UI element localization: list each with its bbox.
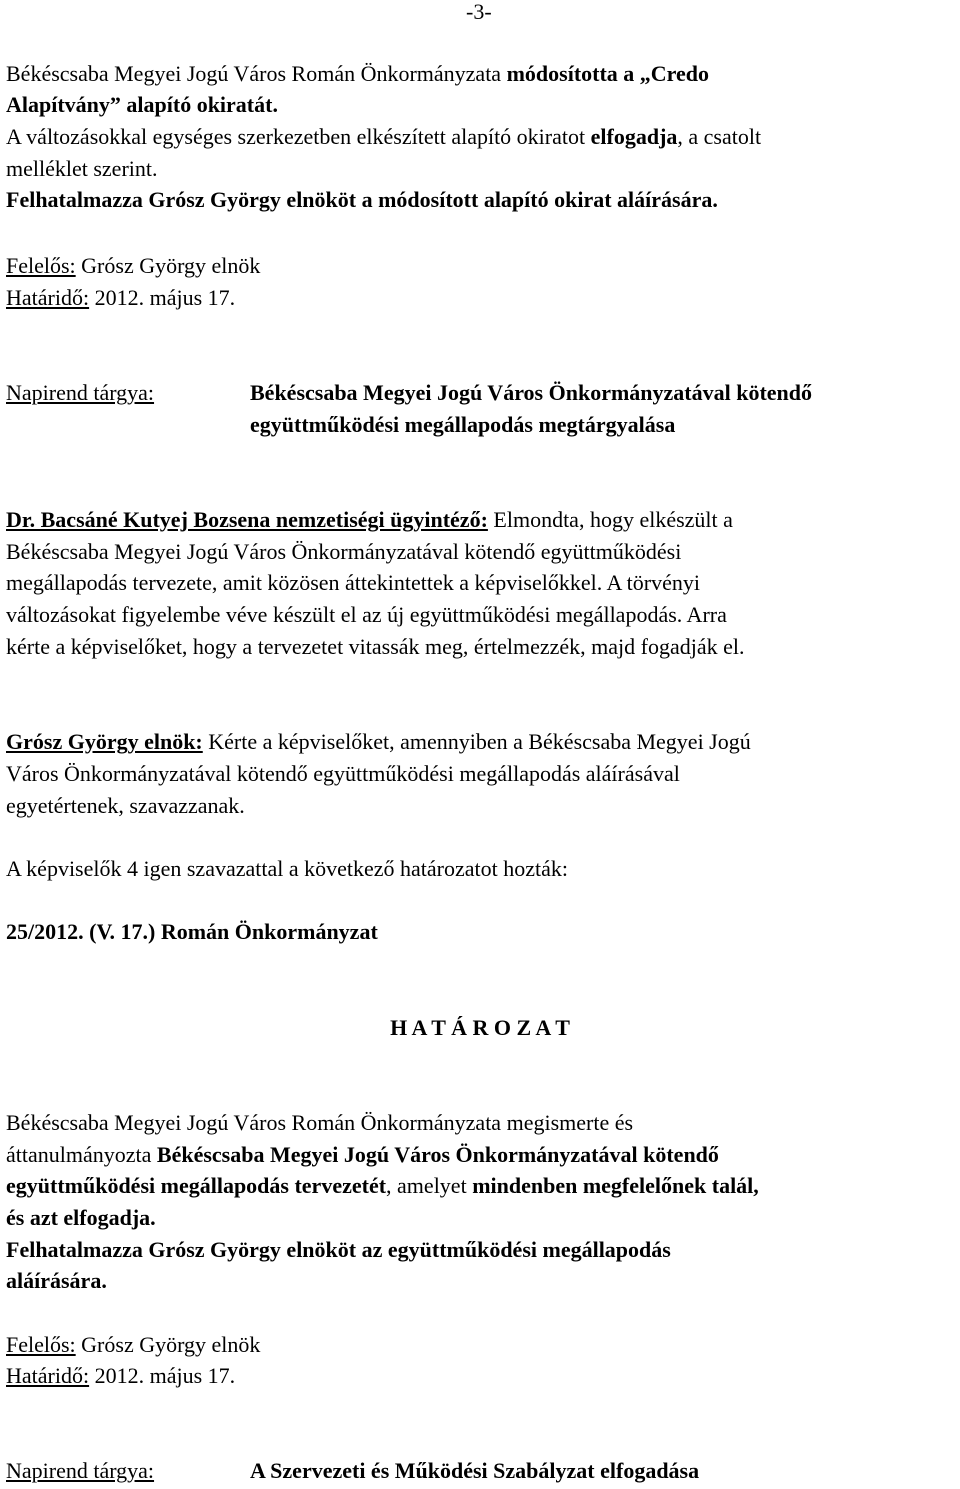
deadline-line: [6, 1360, 235, 1392]
responsible-value: Grósz György elnök: [75, 1332, 261, 1357]
agenda-label: Napirend tárgya:: [6, 1458, 155, 1483]
resolution-line-5: Felhatalmazza Grósz György elnököt az együttműködési megállapodás: [6, 1237, 671, 1262]
speech-1-line-5: kérte a képviselőket, hogy a tervezetet vitassák meg, értelmezzék, majd fogadják el.: [6, 634, 745, 659]
responsible-value: Grósz György elnök: [75, 253, 261, 278]
responsible-label: Felelős:: [6, 1332, 76, 1357]
deadline-label: Határidő:: [6, 1363, 90, 1388]
agenda-label: Napirend tárgya:: [6, 380, 155, 405]
resolution-bold: Békéscsaba Megyei Jogú Város Önkormányzatával kötendő: [156, 1142, 719, 1167]
speech-1-line-3: megállapodás tervezete, amit közösen áttekintettek a képviselőkkel. A törvényi: [6, 570, 700, 595]
speech-2-line-1: [6, 726, 751, 758]
resolution-heading: H A T Á R O Z A T: [390, 1015, 570, 1040]
resolution-line-3: [6, 1170, 759, 1202]
res-top-text: , a csatolt: [677, 124, 762, 149]
agenda-title-line-2: együttműködési megállapodás megtárgyalása: [250, 412, 676, 437]
speech-2-line-2: Város Önkormányzatával kötendő együttműködési megállapodás aláírásával: [6, 761, 680, 786]
agenda-title-line-1: Békéscsaba Megyei Jogú Város Önkormányzatával kötendő: [250, 380, 813, 405]
res-top-bold: módosította a „Credo: [506, 61, 710, 86]
deadline-value: 2012. május 17.: [89, 285, 236, 310]
speech-text: Kérte a képviselőket, amennyiben a Békéscsaba Megyei Jogú: [202, 729, 751, 754]
resolution-line-4: és azt elfogadja.: [6, 1205, 156, 1230]
responsible-label: Felelős:: [6, 253, 76, 278]
responsible-line: [6, 250, 260, 282]
agenda-title: A Szervezeti és Működési Szabályzat elfogadása: [250, 1458, 700, 1483]
res-top-text: Békéscsaba Megyei Jogú Város Román Önkormányzata: [6, 61, 507, 86]
res-top-bold: elfogadja: [590, 124, 678, 149]
responsible-line: [6, 1329, 260, 1361]
deadline-line: [6, 282, 235, 314]
res-top-line-1: [6, 58, 709, 90]
speech-2-line-3: egyetértenek, szavazzanak.: [6, 793, 245, 818]
page-number: -3-: [466, 0, 492, 24]
resolution-bold: mindenben megfelelőnek talál,: [472, 1173, 759, 1198]
resolution-text: , amelyet: [386, 1173, 473, 1198]
resolution-number: 25/2012. (V. 17.) Román Önkormányzat: [6, 919, 378, 944]
speech-1-line-1: [6, 504, 733, 536]
resolution-text: áttanulmányozta: [6, 1142, 157, 1167]
resolution-bold: együttműködési megállapodás tervezetét: [6, 1173, 387, 1198]
res-top-line-4: melléklet szerint.: [6, 156, 158, 181]
speech-text: Elmondta, hogy elkészült a: [487, 507, 733, 532]
deadline-value: 2012. május 17.: [89, 1363, 236, 1388]
speech-1-line-2: Békéscsaba Megyei Jogú Város Önkormányzatával kötendő együttműködési: [6, 539, 682, 564]
resolution-line-1: Békéscsaba Megyei Jogú Város Román Önkormányzata megismerte és: [6, 1110, 634, 1135]
res-top-text: A változásokkal egységes szerkezetben elkészített alapító okiratot: [6, 124, 591, 149]
speech-1-line-4: változásokat figyelembe véve készült el az új együttműködési megállapodás. Arra: [6, 602, 727, 627]
speaker-name: Grósz György elnök:: [6, 729, 203, 754]
speaker-name: Dr. Bacsáné Kutyej Bozsena nemzetiségi ügyintéző:: [6, 507, 488, 532]
deadline-label: Határidő:: [6, 285, 90, 310]
res-top-line-5: Felhatalmazza Grósz György elnököt a módosított alapító okirat aláírására.: [6, 187, 718, 212]
res-top-line-3: [6, 121, 761, 153]
resolution-line-2: [6, 1139, 719, 1171]
vote-result: A képviselők 4 igen szavazattal a következő határozatot hozták:: [6, 856, 568, 881]
resolution-line-6: aláírására.: [6, 1268, 107, 1293]
res-top-line-2: Alapítvány” alapító okiratát.: [6, 92, 278, 117]
